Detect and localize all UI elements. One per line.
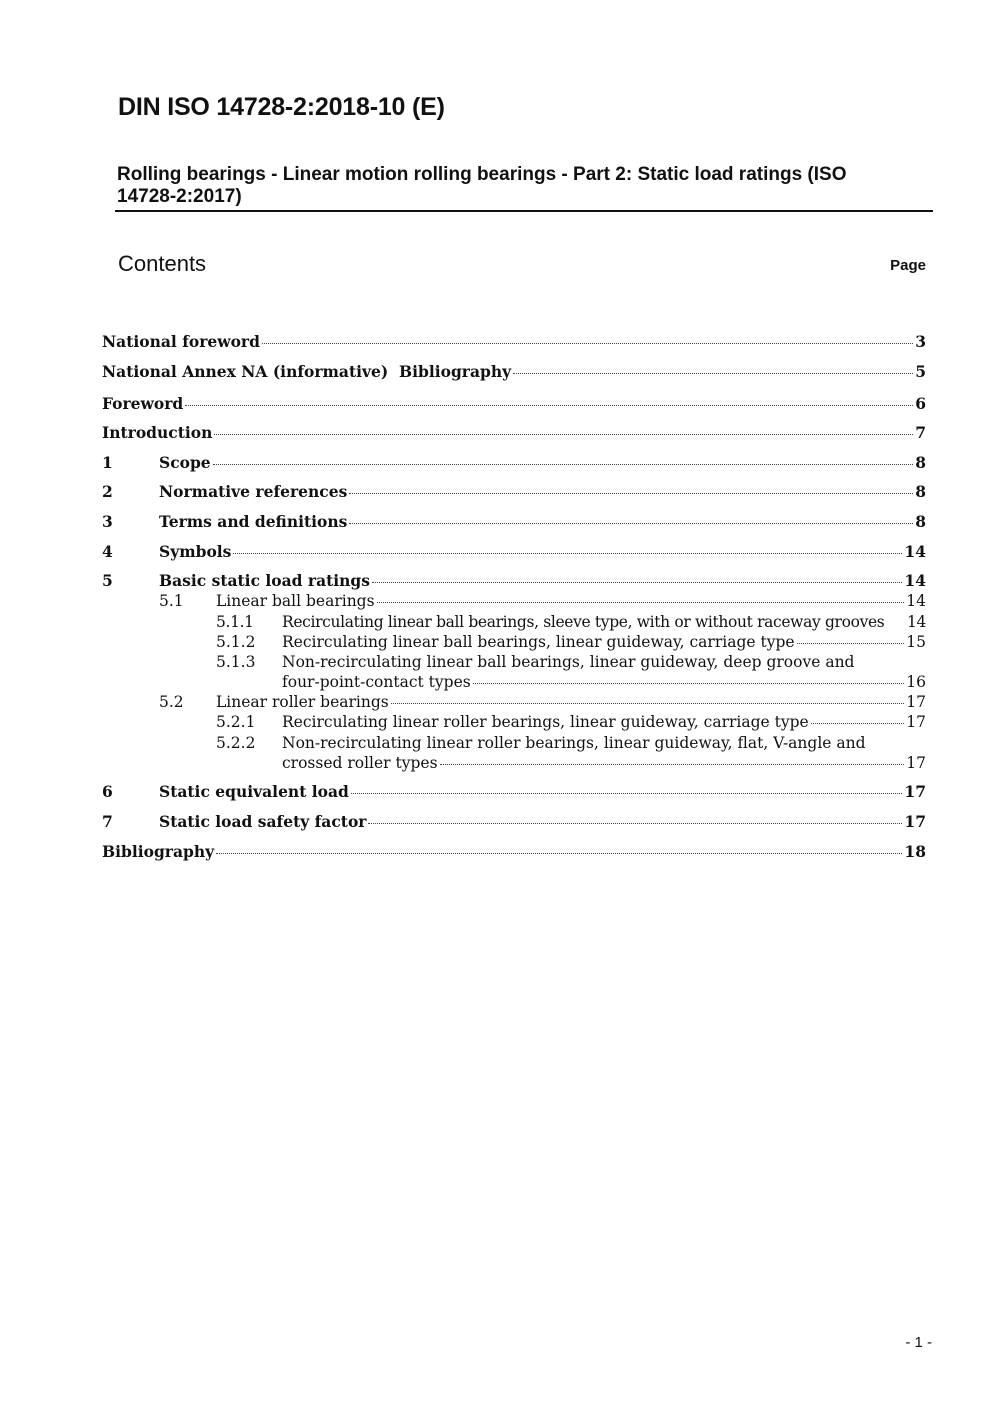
toc-leader: [233, 553, 902, 554]
toc-entry-page: 14: [904, 542, 926, 561]
toc-leader: [349, 493, 913, 494]
document-title: DIN ISO 14728-2:2018-10 (E): [118, 93, 445, 121]
toc-entry-title: Static equivalent load: [159, 782, 349, 801]
toc-entry-title: National foreword: [102, 332, 260, 351]
toc-entry-number: 5.2: [159, 693, 184, 711]
toc-leader: [391, 703, 905, 704]
toc-entry[interactable]: [216, 712, 926, 732]
toc-entry-page: 14: [904, 571, 926, 590]
toc-entry[interactable]: [159, 591, 926, 611]
toc-entry-page: 8: [915, 482, 926, 501]
toc-entry-number: 5.2.1: [216, 713, 256, 731]
toc-entry-title: Normative references: [159, 482, 348, 501]
toc-entry-number: 5.1: [159, 592, 184, 610]
toc-entry-page: 17: [904, 782, 926, 801]
toc-entry-number: 5.2.2: [216, 734, 256, 752]
toc-entry-title: Linear roller bearings: [216, 693, 389, 711]
toc-entry[interactable]: [282, 672, 926, 692]
toc-entry-title: Introduction: [102, 423, 213, 442]
toc-entry[interactable]: [216, 632, 926, 652]
toc-entry-page: 3: [915, 332, 926, 351]
toc-entry[interactable]: [102, 453, 926, 473]
toc-entry-number: 5.1.1: [216, 613, 254, 631]
toc-entry-title: Recirculating linear roller bearings, linear guideway, carriage type: [282, 713, 809, 731]
toc-entry[interactable]: [102, 842, 926, 862]
toc-entry[interactable]: [102, 812, 926, 832]
toc-leader: [372, 582, 902, 583]
toc-entry-title: Recirculating linear ball bearings, linear guideway, carriage type: [282, 633, 795, 651]
toc-leader: [811, 723, 905, 724]
toc-entry[interactable]: [159, 692, 926, 712]
toc-entry[interactable]: [102, 394, 926, 414]
toc-entry[interactable]: [102, 512, 926, 532]
toc-leader: [377, 602, 905, 603]
page-column-label: Page: [890, 257, 926, 274]
toc-entry-page: 8: [915, 512, 926, 531]
toc-leader: [214, 434, 913, 435]
toc-entry-page: 17: [906, 713, 926, 731]
toc-leader: [213, 464, 914, 465]
toc-entry-title: National Annex NA (informative) Bibliography: [102, 362, 512, 381]
toc-leader: [473, 683, 905, 684]
toc-entry[interactable]: [102, 482, 926, 502]
toc-leader: [185, 405, 913, 406]
toc-entry-page: 18: [904, 842, 926, 861]
toc-entry[interactable]: [102, 362, 926, 382]
toc-leader: [513, 373, 913, 374]
toc-entry[interactable]: [102, 782, 926, 802]
toc-entry-page: 7: [915, 423, 926, 442]
toc-entry-title: Linear ball bearings: [216, 592, 375, 610]
toc-leader: [368, 823, 902, 824]
toc-entry-title-continuation: crossed roller types: [282, 754, 438, 772]
toc-entry-number: 1: [102, 453, 113, 472]
toc-entry-title: Non-recirculating linear roller bearings, linear guideway, flat, V-angle and: [282, 734, 866, 752]
toc-entry-number: 7: [102, 812, 113, 831]
toc-entry-number: 2: [102, 482, 113, 501]
toc-entry-page: 16: [906, 673, 926, 691]
toc-entry-number: 5: [102, 571, 113, 590]
toc-entry-title: Basic static load ratings: [159, 571, 370, 590]
toc-entry-first-line[interactable]: [216, 733, 866, 753]
toc-entry-page: 15: [906, 633, 926, 651]
toc-entry-page: 17: [906, 754, 926, 772]
toc-leader: [216, 853, 902, 854]
toc-entry[interactable]: [102, 571, 926, 591]
toc-entry-page: 5: [915, 362, 926, 381]
toc-entry-title: Foreword: [102, 394, 184, 413]
toc-entry[interactable]: [102, 423, 926, 443]
toc-entry-number: 4: [102, 542, 113, 561]
toc-entry-title: Terms and definitions: [159, 512, 348, 531]
toc-leader: [351, 793, 903, 794]
toc-entry-number: 5.1.3: [216, 653, 256, 671]
toc-entry-page: 17: [906, 693, 926, 711]
toc-entry-page: 14: [906, 613, 926, 631]
toc-leader: [349, 523, 913, 524]
toc-entry-first-line[interactable]: [216, 652, 854, 672]
toc-entry-number: 6: [102, 782, 113, 801]
toc-entry-title: Symbols: [159, 542, 232, 561]
contents-heading: Contents: [118, 251, 207, 276]
toc-entry-number: 3: [102, 512, 113, 531]
toc-entry-number: 5.1.2: [216, 633, 256, 651]
toc-leader: [440, 764, 905, 765]
toc-entry[interactable]: [216, 612, 926, 632]
toc-entry-title: Recirculating linear ball bearings, sleeve type, with or without raceway grooves: [282, 613, 885, 631]
toc-entry-page: 14: [906, 592, 926, 610]
toc-entry[interactable]: [102, 542, 926, 562]
toc-entry[interactable]: [102, 332, 926, 352]
toc-entry-title: Scope: [159, 453, 211, 472]
toc-leader: [262, 343, 913, 344]
toc-entry-title: Static load safety factor: [159, 812, 367, 831]
toc-entry-title: Bibliography: [102, 842, 215, 861]
toc-entry-page: 17: [904, 812, 926, 831]
toc-leader: [797, 643, 905, 644]
toc-entry[interactable]: [282, 753, 926, 773]
toc-entry-title: Non-recirculating linear ball bearings, linear guideway, deep groove and: [282, 653, 855, 671]
page-number: - 1 -: [905, 1334, 932, 1351]
toc-entry-title-continuation: four-point-contact types: [282, 673, 471, 691]
toc-entry-page: 6: [915, 394, 926, 413]
toc-entry-page: 8: [915, 453, 926, 472]
document-subtitle: Rolling bearings - Linear motion rolling bearings - Part 2: Static load ratings (ISO 14728-2:2017): [117, 164, 847, 207]
